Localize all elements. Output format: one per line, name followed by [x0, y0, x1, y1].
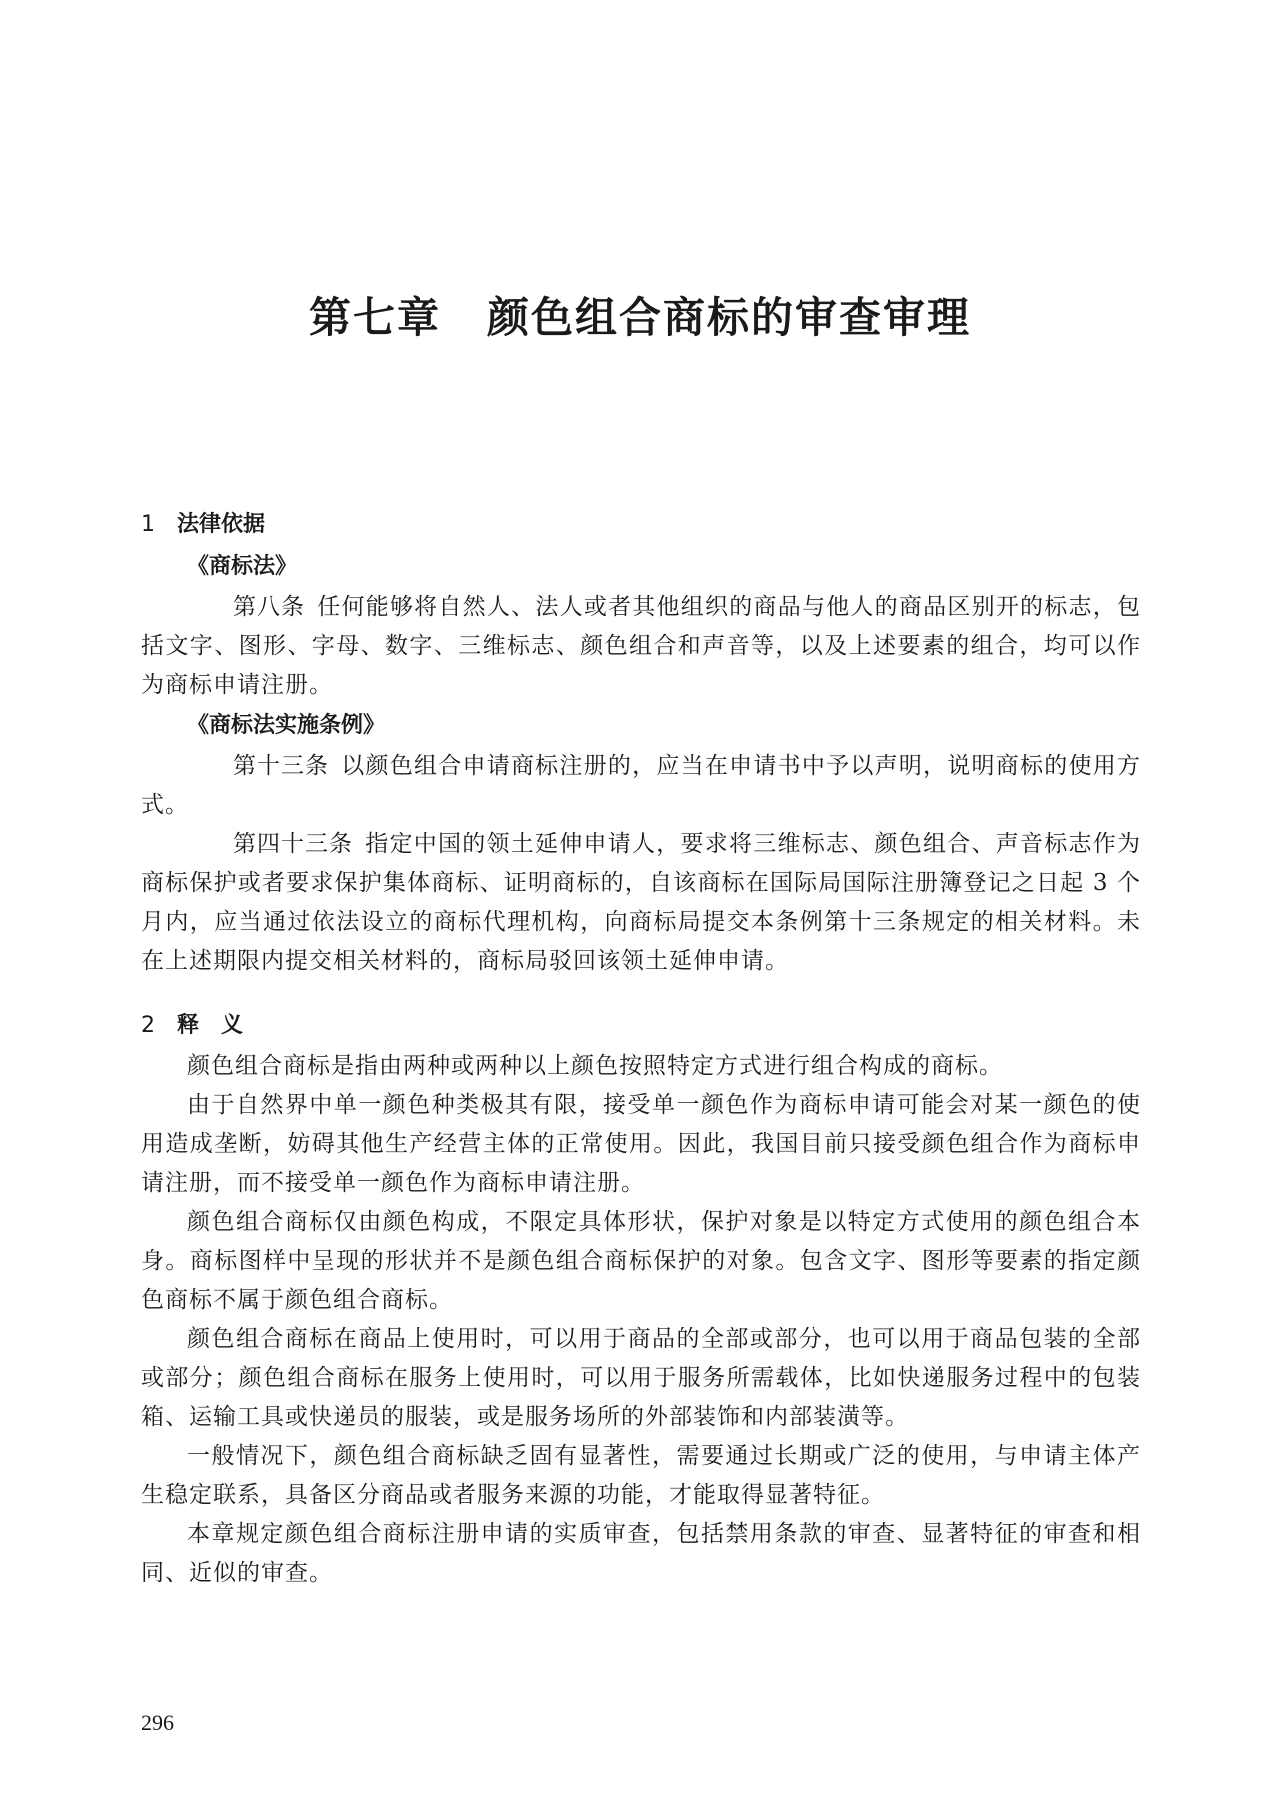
paragraph: 一般情况下，颜色组合商标缺乏固有显著性，需要通过长期或广泛的使用，与申请主体产生稳定联系，具备区分商品或者服务来源的功能，才能取得显著特征。 [141, 1443, 1141, 1508]
section-heading-interpretation [141, 1005, 1141, 1047]
article-13 [141, 747, 1141, 825]
page-body [141, 504, 1141, 1593]
section-number: 2 [141, 1013, 155, 1038]
law-title-implementing-regulations: 《商标法实施条例》 [187, 713, 386, 738]
paragraph: 颜色组合商标仅由颜色构成，不限定具体形状，保护对象是以特定方式使用的颜色组合本身。商标图样中呈现的形状并不是颜色组合商标保护的对象。包含文字、图形等要素的指定颜色商标不属于颜色组合商标。 [141, 1209, 1141, 1313]
section-number: 1 [141, 512, 155, 537]
section-heading-legal-basis [141, 504, 1141, 546]
article-number: 第四十三条 [233, 831, 353, 857]
section-title: 释 义 [177, 1013, 244, 1038]
paragraph: 颜色组合商标在商品上使用时，可以用于商品的全部或部分，也可以用于商品包装的全部或部分；颜色组合商标在服务上使用时，可以用于服务所需载体，比如快递服务过程中的包装箱、运输工具或快递员的服装，或是服务场所的外部装饰和内部装潢等。 [141, 1326, 1141, 1430]
article-text: 以颜色组合申请商标注册的，应当在申请书中予以声明，说明商标的使用方式。 [141, 753, 1141, 818]
law-title-trademark-law: 《商标法》 [187, 554, 298, 579]
chapter-name: 颜色组合商标的审查审理 [487, 293, 972, 342]
article-text: 指定中国的领土延伸申请人，要求将三维标志、颜色组合、声音标志作为商标保护或者要求保护集体商标、证明商标的，自该商标在国际局国际注册簿登记之日起 3 个月内，应当通过依法设立的商标代理机构，向商标局提交本条例第十三条规定的相关材料。未在上述期限内提交相关材料的，商标局驳回该领土延伸申请。 [141, 831, 1141, 974]
page-number: 296 [141, 1710, 174, 1735]
paragraph: 由于自然界中单一颜色种类极其有限，接受单一颜色作为商标申请可能会对某一颜色的使用造成垄断，妨碍其他生产经营主体的正常使用。因此，我国目前只接受颜色组合作为商标申请注册，而不接受单一颜色作为商标申请注册。 [141, 1092, 1141, 1196]
chapter-title [0, 290, 1280, 346]
chapter-number: 第七章 [308, 293, 441, 342]
section-title: 法律依据 [177, 512, 266, 537]
article-text: 任何能够将自然人、法人或者其他组织的商品与他人的商品区别开的标志，包括文字、图形、字母、数字、三维标志、颜色组合和声音等，以及上述要素的组合，均可以作为商标申请注册。 [141, 594, 1141, 698]
article-number: 第十三条 [233, 753, 329, 779]
paragraph: 本章规定颜色组合商标注册申请的实质审查，包括禁用条款的审查、显著特征的审查和相同、近似的审查。 [141, 1521, 1141, 1586]
article-number: 第八条 [233, 594, 305, 620]
paragraph: 颜色组合商标是指由两种或两种以上颜色按照特定方式进行组合构成的商标。 [187, 1053, 1003, 1079]
article-8 [141, 588, 1141, 705]
article-43 [141, 825, 1141, 981]
